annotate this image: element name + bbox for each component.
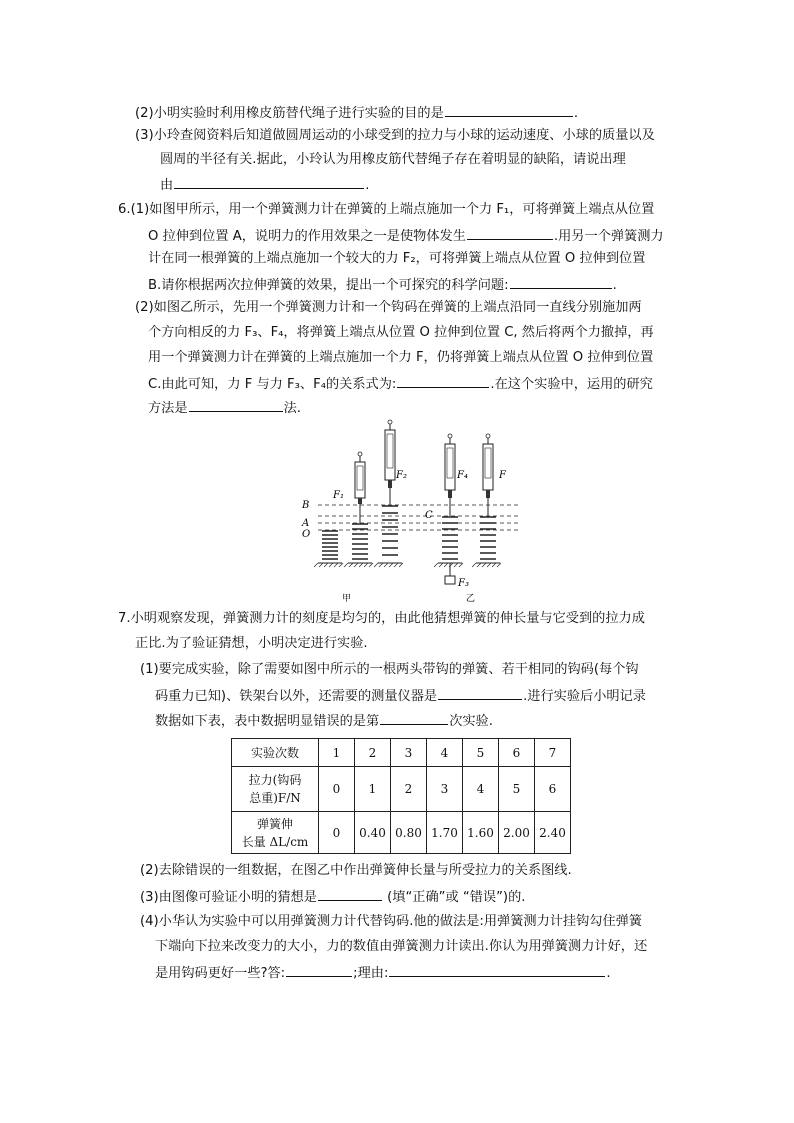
- q7-answer-blank[interactable]: [286, 963, 352, 977]
- table-cell: 0.80: [391, 812, 427, 854]
- spring-experiment-figure: [298, 418, 523, 603]
- table-cell: 4: [463, 767, 499, 812]
- q7-wrong-trial-blank[interactable]: [380, 711, 448, 725]
- q6-part2-line2: 个方向相反的力 F₃、F₄，将弹簧上端点从位置 O 拉伸到位置 C, 然后将两个力撤掉，再: [148, 325, 654, 340]
- table-cell: 2.00: [499, 812, 535, 854]
- q7-reason-blank[interactable]: [389, 963, 605, 977]
- spring-F3-F4: [434, 434, 469, 589]
- table-cell: 6: [499, 739, 535, 767]
- q7-part2: (2)去除错误的一组数据，在图乙中作出弹簧伸长量与所受拉力的关系图线.: [140, 863, 572, 878]
- q6-part1-line3: 计在同一根弹簧的上端点施加一个较大的力 F₂，可将弹簧上端点从位置 O 拉伸到位置: [148, 251, 646, 266]
- label-B: B: [302, 500, 310, 511]
- q5-part2-answer-blank[interactable]: [445, 103, 573, 117]
- caption-jia: 甲: [342, 594, 352, 603]
- q7-intro-line1: 7.小明观察发现，弹簧测力计的刻度是均匀的，由此他猜想弹簧的伸长量与它受到的拉力成: [118, 611, 645, 626]
- label-A: A: [302, 518, 310, 529]
- table-cell: 3: [391, 739, 427, 767]
- q7-part4-line2: 下端向下拉来改变力的大小，力的数值由弹簧测力计读出.你认为用弹簧测力计好，还: [155, 939, 648, 954]
- table-cell: 3: [427, 767, 463, 812]
- label-F2: F₂: [396, 470, 407, 481]
- table-cell: 5: [499, 767, 535, 812]
- q6-part1-effect-blank[interactable]: [467, 226, 553, 240]
- q6-part2-method-blank[interactable]: [189, 398, 283, 412]
- q5-part2: (2)小明实验时利用橡皮筋替代绳子进行实验的目的是 .: [135, 103, 578, 123]
- table-cell: 5: [463, 739, 499, 767]
- label-O: O: [302, 529, 311, 540]
- q6-part1-line1: 6.(1)如图甲所示，用一个弹簧测力计在弹簧的上端点施加一个力 F₁，可将弹簧上端点从位置: [118, 202, 655, 217]
- table-row-extension: [232, 812, 571, 854]
- hook-weight: [445, 576, 455, 584]
- q6-part2-line4: C.由此可知，力 F 与力 F₃、F₄的关系式为: .在这个实验中，运用的研究: [148, 374, 653, 394]
- q6-part2-relation-blank[interactable]: [397, 374, 489, 388]
- q5-part3-line3: 由 .: [160, 175, 369, 195]
- q7-part3: (3)由图像可验证小明的猜想是 (填“正确”或 “错误”)的.: [140, 887, 525, 907]
- q6-part2-line5: 方法是 法.: [148, 398, 301, 418]
- data-table: [231, 738, 571, 854]
- q7-part1-line1: (1)要完成实验，除了需要如图中所示的一根两头带钩的弹簧、若干相同的钩码(每个钩: [140, 662, 639, 677]
- label-F4: F₄: [457, 470, 468, 481]
- q5-part3-answer-blank[interactable]: [174, 175, 364, 189]
- table-cell: 2: [391, 767, 427, 812]
- q7-intro-line2: 正比.为了验证猜想，小明决定进行实验.: [135, 636, 368, 651]
- caption-yi: 乙: [466, 594, 476, 603]
- q7-part4-line3: 是用钩码更好一些?答: ;理由: .: [155, 963, 611, 983]
- table-cell: 0.40: [355, 812, 391, 854]
- table-cell: 1.60: [463, 812, 499, 854]
- table-header-extension: 弹簧伸 长量 ΔL/cm: [232, 812, 319, 854]
- q7-part1-line3: 数据如下表，表中数据明显错误的是第 次实验.: [155, 711, 493, 731]
- label-F3: F₃: [458, 578, 469, 589]
- q6-part2-line3: 用一个弹簧测力计在弹簧的上端点施加一个力 F，仍将弹簧上端点从位置 O 拉伸到位置: [148, 350, 654, 365]
- q7-part4-line1: (4)小华认为实验中可以用弹簧测力计代替钩码.他的做法是:用弹簧测力计挂钩勾住弹簧: [140, 914, 643, 929]
- spring-single-F: [472, 434, 507, 567]
- table-cell: 4: [427, 739, 463, 767]
- q5-part3-line1: (3)小玲查阅资料后知道做圆周运动的小球受到的拉力与小球的运动速度、小球的质量以及: [135, 128, 655, 143]
- table-cell: 0: [319, 767, 355, 812]
- label-C: C: [425, 510, 433, 521]
- label-F: F: [499, 470, 506, 481]
- table-cell: 1.70: [427, 812, 463, 854]
- q7-guess-blank[interactable]: [318, 887, 382, 901]
- table-header-trials: 实验次数: [232, 739, 319, 767]
- table-cell: 2.40: [535, 812, 571, 854]
- q6-part1-line4: B.请你根据两次拉伸弹簧的效果，提出一个可探究的科学问题: .: [148, 275, 617, 295]
- label-F1: F₁: [333, 490, 344, 501]
- q6-part1-question-blank[interactable]: [510, 275, 612, 289]
- q7-part1-line2: 码重力已知)、铁架台以外，还需要的测量仪器是 .进行实验后小明记录: [155, 686, 646, 706]
- spring-pulled-F2: [374, 420, 407, 567]
- q7-instrument-blank[interactable]: [438, 686, 522, 700]
- spring-pulled-F1: [332, 452, 373, 567]
- table-row-force: [232, 767, 571, 812]
- table-cell: 1: [355, 767, 391, 812]
- table-cell: 7: [535, 739, 571, 767]
- table-cell: 1: [319, 739, 355, 767]
- q5-part3-line2: 圆周的半径有关.据此，小玲认为用橡皮筋代替绳子存在着明显的缺陷，请说出理: [160, 152, 626, 167]
- table-cell: 6: [535, 767, 571, 812]
- table-row-trials: [232, 739, 571, 767]
- spring-at-rest: [314, 531, 343, 567]
- q6-part2-line1: (2)如图乙所示，先用一个弹簧测力计和一个钩码在弹簧的上端点沿同一直线分别施加两: [135, 300, 642, 315]
- table-header-force: 拉力(钩码 总重)F/N: [232, 767, 319, 812]
- table-cell: 2: [355, 739, 391, 767]
- q6-part1-line2: O 拉伸到位置 A，说明力的作用效果之一是使物体发生 .用另一个弹簧测力: [148, 226, 664, 246]
- table-cell: 0: [319, 812, 355, 854]
